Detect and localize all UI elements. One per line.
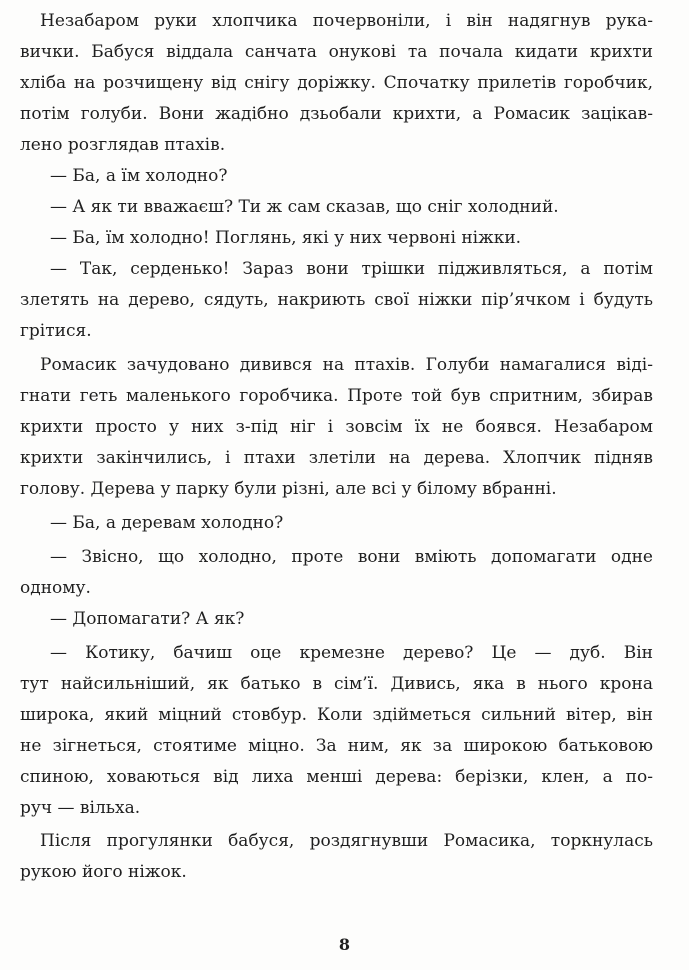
text-line: грітися.: [20, 321, 92, 341]
text-line: хліба на розчищену від снігу доріжку. Спочатку прилетів горобчик,: [20, 73, 653, 93]
text-line: крихти закінчились, і птахи злетіли на дерева. Хлопчик підняв: [20, 448, 653, 468]
text-line: тут найсильніший, як батько в сім’ї. Дивись, яка в нього крона: [20, 674, 653, 694]
text-line: — А як ти вважаєш? Ти ж сам сказав, що сніг холодний.: [50, 197, 559, 217]
text-line: голову. Дерева у парку були різні, але всі у білому вбранні.: [20, 479, 557, 499]
text-line: не зігнеться, стоятиме міцно. За ним, як за широкою батьковою: [20, 736, 653, 756]
text-line: — Ба, а їм холодно?: [50, 166, 228, 186]
text-line: гнати геть маленького горобчика. Проте той був спритним, збирав: [20, 386, 653, 406]
text-line: рукою його ніжок.: [20, 862, 187, 882]
text-line: Незабаром руки хлопчика почервоніли, і він надягнув рука-: [40, 11, 653, 31]
page-number: 8: [338, 935, 351, 954]
text-line: лено розглядав птахів.: [20, 135, 226, 155]
text-line: злетять на дерево, сядуть, накриють свої ніжки пір’ячком і будуть: [20, 290, 653, 310]
text-line: — Ба, їм холодно! Поглянь, які у них червоні ніжки.: [50, 228, 522, 248]
text-line: — Котику, бачиш оце кремезне дерево? Це — дуб. Він: [50, 643, 653, 663]
text-line: спиною, ховаються від лиха менші дерева: берізки, клен, а по-: [20, 767, 653, 787]
text-line: — Звісно, що холодно, проте вони вміють допомагати одне: [50, 547, 653, 567]
text-line: крихти просто у них з-під ніг і зовсім їх не боявся. Незабаром: [20, 417, 653, 437]
text-line: Після прогулянки бабуся, роздягнувши Ромасика, торкнулась: [40, 831, 653, 851]
text-line: Ромасик зачудовано дивився на птахів. Голуби намагалися віді-: [40, 355, 653, 375]
text-line: одному.: [20, 578, 91, 598]
text-line: потім голуби. Вони жадібно дзьобали крихти, а Ромасик зацікав-: [20, 104, 653, 124]
text-line: — Допомагати? А як?: [50, 609, 245, 629]
text-line: — Ба, а деревам холодно?: [50, 513, 284, 533]
text-line: широка, який міцний стовбур. Коли здійметься сильний вітер, він: [20, 705, 653, 725]
text-line: руч — вільха.: [20, 798, 141, 818]
text-line: — Так, серденько! Зараз вони трішки підживляться, а потім: [50, 259, 653, 279]
text-line: вички. Бабуся віддала санчата онукові та почала кидати крихти: [20, 42, 653, 62]
